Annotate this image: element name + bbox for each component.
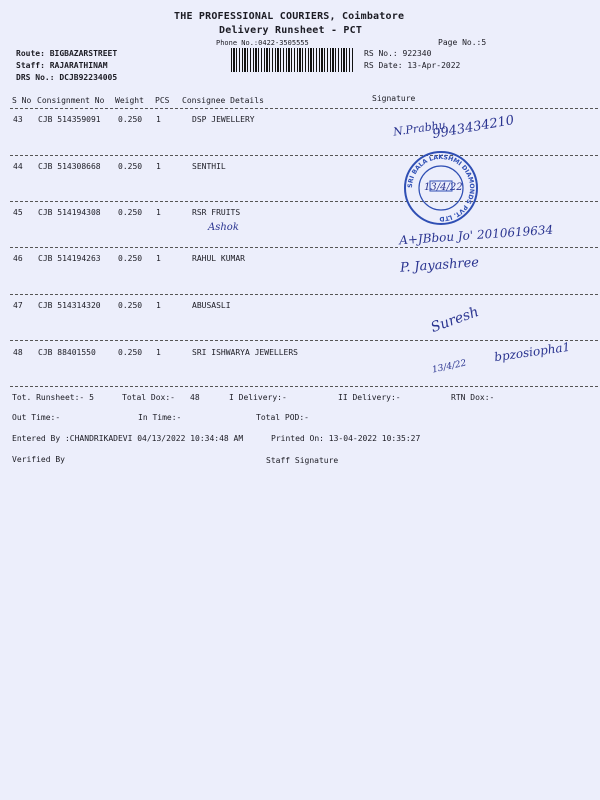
divider — [10, 294, 598, 295]
row-sno: 44 — [13, 162, 23, 171]
row-pcs: 1 — [156, 208, 161, 217]
signature-date: 13/4/22 — [424, 182, 463, 193]
i-delivery: I Delivery:- — [229, 393, 287, 402]
row-consignee: ABUSASLI — [192, 301, 231, 310]
svg-text:SRI BALA LAKSHMI DIAMONDS PVT. — [407, 154, 475, 222]
divider — [10, 201, 598, 202]
row-consignee: SRI ISHWARYA JEWELLERS — [192, 348, 298, 357]
row-weight: 0.250 — [118, 162, 143, 171]
total-pod: Total POD:- — [256, 413, 309, 422]
verified-by: Verified By — [12, 455, 65, 464]
col-pcs: PCS — [155, 96, 170, 105]
row-consignment: CJB 514308668 — [38, 162, 101, 171]
row-sno: 46 — [13, 254, 23, 263]
staff-signature-label: Staff Signature — [266, 456, 339, 465]
row-pcs: 1 — [156, 301, 161, 310]
row-consignment: CJB 514194308 — [38, 208, 101, 217]
ii-delivery: II Delivery:- — [338, 393, 401, 402]
row-consignee: RSR FRUITS — [192, 208, 241, 217]
staff-label: Staff: RAJARATHINAM — [16, 61, 108, 70]
divider — [10, 155, 598, 156]
route-label: Route: BIGBAZARSTREET — [16, 49, 118, 58]
out-time: Out Time:- — [12, 413, 61, 422]
row-weight: 0.250 — [118, 254, 143, 263]
signature-initial: Ashok — [208, 222, 239, 233]
signature-name: Suresh — [428, 303, 482, 337]
row-sno: 48 — [13, 348, 23, 357]
drs-number: DRS No.: DCJB92234005 — [16, 73, 118, 82]
row-sno: 45 — [13, 208, 23, 217]
row-consignment: CJB 514359091 — [38, 115, 101, 124]
entered-by: Entered By :CHANDRIKADEVI 04/13/2022 10:34:48 AM — [12, 434, 244, 443]
row-consignee: RAHUL KUMAR — [192, 254, 245, 263]
row-pcs: 1 — [156, 254, 161, 263]
row-sno: 47 — [13, 301, 23, 310]
signature-phone: 9943434210 — [431, 112, 516, 143]
row-consignee: SENTHIL — [192, 162, 226, 171]
phone-number: Phone No.:0422-3505555 — [216, 39, 309, 47]
col-sno: S No — [12, 96, 32, 105]
col-consignee-details: Consignee Details — [182, 96, 264, 105]
row-consignment: CJB 514314320 — [38, 301, 101, 310]
row-weight: 0.250 — [118, 348, 143, 357]
printed-on: Printed On: 13-04-2022 10:35:27 — [271, 434, 421, 443]
row-pcs: 1 — [156, 348, 161, 357]
row-consignee: DSP JEWELLERY — [192, 115, 255, 124]
col-weight: Weight — [115, 96, 144, 105]
signature-number: bpzosiopha1 — [493, 339, 571, 365]
divider — [10, 340, 598, 341]
rs-date: RS Date: 13-Apr-2022 — [364, 61, 461, 70]
divider — [10, 386, 598, 387]
company-name: THE PROFESSIONAL COURIERS, Coimbatore — [174, 11, 405, 22]
in-time: In Time:- — [138, 413, 182, 422]
col-consignment: Consignment No — [37, 96, 105, 105]
signature-date: 13/4/22 — [431, 358, 468, 376]
row-pcs: 1 — [156, 115, 161, 124]
barcode — [231, 48, 353, 72]
col-signature: Signature — [372, 94, 416, 103]
stamp-text: SRI BALA LAKSHMI DIAMONDS PVT. LTD — [406, 153, 476, 223]
row-weight: 0.250 — [118, 115, 143, 124]
total-dox-value: 48 — [190, 393, 200, 402]
signature-number: A+JBbou Jo' 2010619634 — [398, 222, 554, 248]
signature-name: N.Prabhu — [392, 118, 447, 139]
row-sno: 43 — [13, 115, 23, 124]
sheet-title: Delivery Runsheet - PCT — [219, 25, 363, 36]
signature-name: P. Jayashree — [399, 255, 480, 276]
divider — [10, 247, 598, 248]
company-stamp — [403, 150, 479, 226]
total-runsheet: Tot. Runsheet:- 5 — [12, 393, 94, 402]
row-weight: 0.250 — [118, 301, 143, 310]
row-weight: 0.250 — [118, 208, 143, 217]
rs-number: RS No.: 922340 — [364, 49, 432, 58]
rtn-dox: RTN Dox:- — [451, 393, 495, 402]
total-dox-label: Total Dox:- — [122, 393, 175, 402]
row-pcs: 1 — [156, 162, 161, 171]
row-consignment: CJB 88401550 — [38, 348, 96, 357]
row-consignment: CJB 514194263 — [38, 254, 101, 263]
divider — [10, 108, 598, 109]
page-number: Page No.:5 — [438, 38, 487, 47]
